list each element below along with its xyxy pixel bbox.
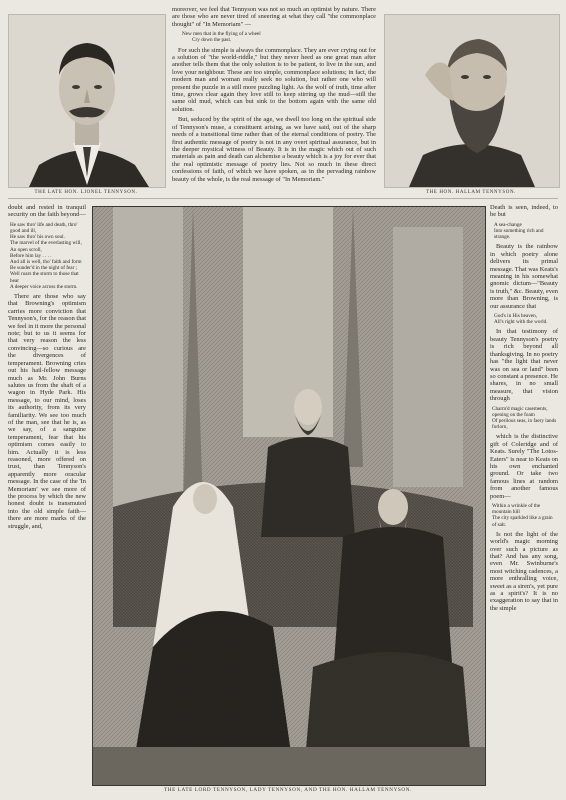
poem-line: Charm'd magic casements, opening on the foam xyxy=(492,405,548,418)
poem-line: All's right with the world. xyxy=(494,319,548,326)
right-paragraph-5: Is not the light of the world's magic morning over such a picture as that? And has any song, even Mr. Swinburne's most witching cadences, a more enthralling voice, sweet as a siren's, yet pure as a spirit's? It is no exaggeration to say that in the simple xyxy=(490,530,558,612)
top-paragraph-1: moreover, we feel that Tennyson was not so much an optimist by nature. There are those who are never tired of sneering at what they call "the commonplace thought" of "In Memoriam" — xyxy=(172,6,376,28)
portrait-hallam-tennyson xyxy=(384,14,560,188)
top-poem-1 xyxy=(182,31,376,43)
poem-line: A deeper voice across the storm. xyxy=(10,283,78,290)
left-paragraph-1: doubt and rested in tranquil security on the faith beyond— xyxy=(8,204,86,219)
caption-left-portrait: THE LATE HON. LIONEL TENNYSON. xyxy=(34,190,138,195)
right-paragraph-1: Death is seen, indeed, to be but xyxy=(490,204,558,219)
right-paragraph-3: In that testimony of beauty Tennyson's poetry is rich beyond all thanksgiving. In no poetry has "the light that never was on sea or land" been so constant a presence. He shares, in no small measure, that vision through xyxy=(490,328,558,403)
poem-line: New men that in the flying of a wheel xyxy=(182,31,261,38)
caption-main-engraving: THE LATE LORD TENNYSON, LADY TENNYSON, AND THE HON. HALLAM TENNYSON. xyxy=(164,787,412,793)
right-paragraph-4: which is the distinctive gift of Coleridge and of Keats. Surely "The Lotos-Eaters" is near to Keats on his own enchanted ground. Or take two famous lines at random from another famous poem— xyxy=(490,433,558,500)
poem-line: He saw thro' life and death, thro' good and ill, xyxy=(10,221,78,235)
top-center-column xyxy=(172,6,376,196)
left-paragraph-2: There are those who say that Browning's optimism carries more conviction that Tennyson's, for the reason that we feel in it more the personal note; but to us it seems for that very reason the less convincing—so curious are the divergences of temperament. Browning cries out his hail-fellow message much as Mr. John Burns salutes us from the shaft of a wagon in Hyde Park. His message, to our mind, loses its authority, from its very familiarity. We see too much of the man, see that he is, as we say, of a sanguine temperament, fear that his optimism comes easily to him. Actually it is less reasoned, more offered on trust, than Tennyson's apparently more oracular message. In the case of the 'In Memoriam' we see more of the process by which the new honest doubt is transmuted into the old simple faith—there are more marks of the struggle, and, xyxy=(8,293,86,530)
poem-line: Well roars the storm to those that hear xyxy=(10,271,79,284)
poem-line: Be sunder'd in the night of fear ; xyxy=(10,265,78,272)
poem-line: God's in His heaven, xyxy=(494,313,538,320)
right-poem-4 xyxy=(492,503,558,528)
poem-line: He saw thro' his own soul. xyxy=(10,234,65,241)
poem-line: And all is well, tho' faith and form xyxy=(10,259,82,266)
right-poem-2 xyxy=(494,313,558,325)
poem-line: The city sparkled like a grain of salt. xyxy=(492,515,553,528)
right-poem-1 xyxy=(494,222,558,241)
poem-line: A sea-change xyxy=(494,221,522,228)
poem-line: The marvel of the everlasting will, xyxy=(10,240,82,247)
portrait-lionel-tennyson xyxy=(8,14,166,188)
poem-line: An open scroll, xyxy=(10,246,42,253)
right-column xyxy=(490,204,558,796)
top-paragraph-3: But, seduced by the spirit of the age, we dwell too long on the spiritual side of Tennyson's muse, a constituent arising, as we have said, out of the sharp needs of a transitional time rather than of the eternal conditions of poetry. The first authentic message of poetry is not in any overt spiritual assurance, but in the deeper mystical witness of Beauty. It is in the magic which out of such materials as pain and death can alchemise a beauty which is a joy for ever that the real optimistic message of poetry lies. Not so much in these direct confessions of faith, of which we have spoken, as in the pervading rainbow beauty of the whole, is the real message of "In Memoriam." xyxy=(172,116,376,183)
poem-line: Of perilous seas, in faery lands forlorn, xyxy=(492,417,557,431)
poem-line: Before him lay . . . . xyxy=(10,252,52,259)
horizontal-rule xyxy=(8,198,558,199)
poem-line: Within a wrinkle of the mountain hill xyxy=(492,503,541,516)
left-column xyxy=(8,204,86,796)
top-paragraph-2: For such the simple is always the commonplace. They are ever crying out for a solution of "the world-riddle," but they never heed as one great man after another tells them that the only solution is to be patient, to live in the sun, and love your neighbour. These are too simple, commonplace solutions; in fact, the modern man and woman really seek no solution, but rather one who will present the puzzle in a still more puzzling light. As the wolf of truth, time after time, grows clear again they love still to keep stirring up the mud—still the same old mud, which can but sink to the bottom again with the same old solution. xyxy=(172,46,376,113)
engraving-tennyson-family xyxy=(92,206,486,786)
poem-line: Cry down the past. xyxy=(192,37,232,44)
left-poem-1 xyxy=(10,222,86,290)
caption-right-portrait: THE HON. HALLAM TENNYSON. xyxy=(425,190,517,195)
right-poem-3 xyxy=(492,406,558,431)
right-paragraph-2: Beauty is the rainbow in which poetry alone delivers its primal message. That was Keats's meaning in his somewhat gnomic dictum—"Beauty is truth," &c. Beauty, even more than Browning, is our assurance that xyxy=(490,243,558,310)
poem-line: Into something rich and strange. xyxy=(494,228,544,241)
